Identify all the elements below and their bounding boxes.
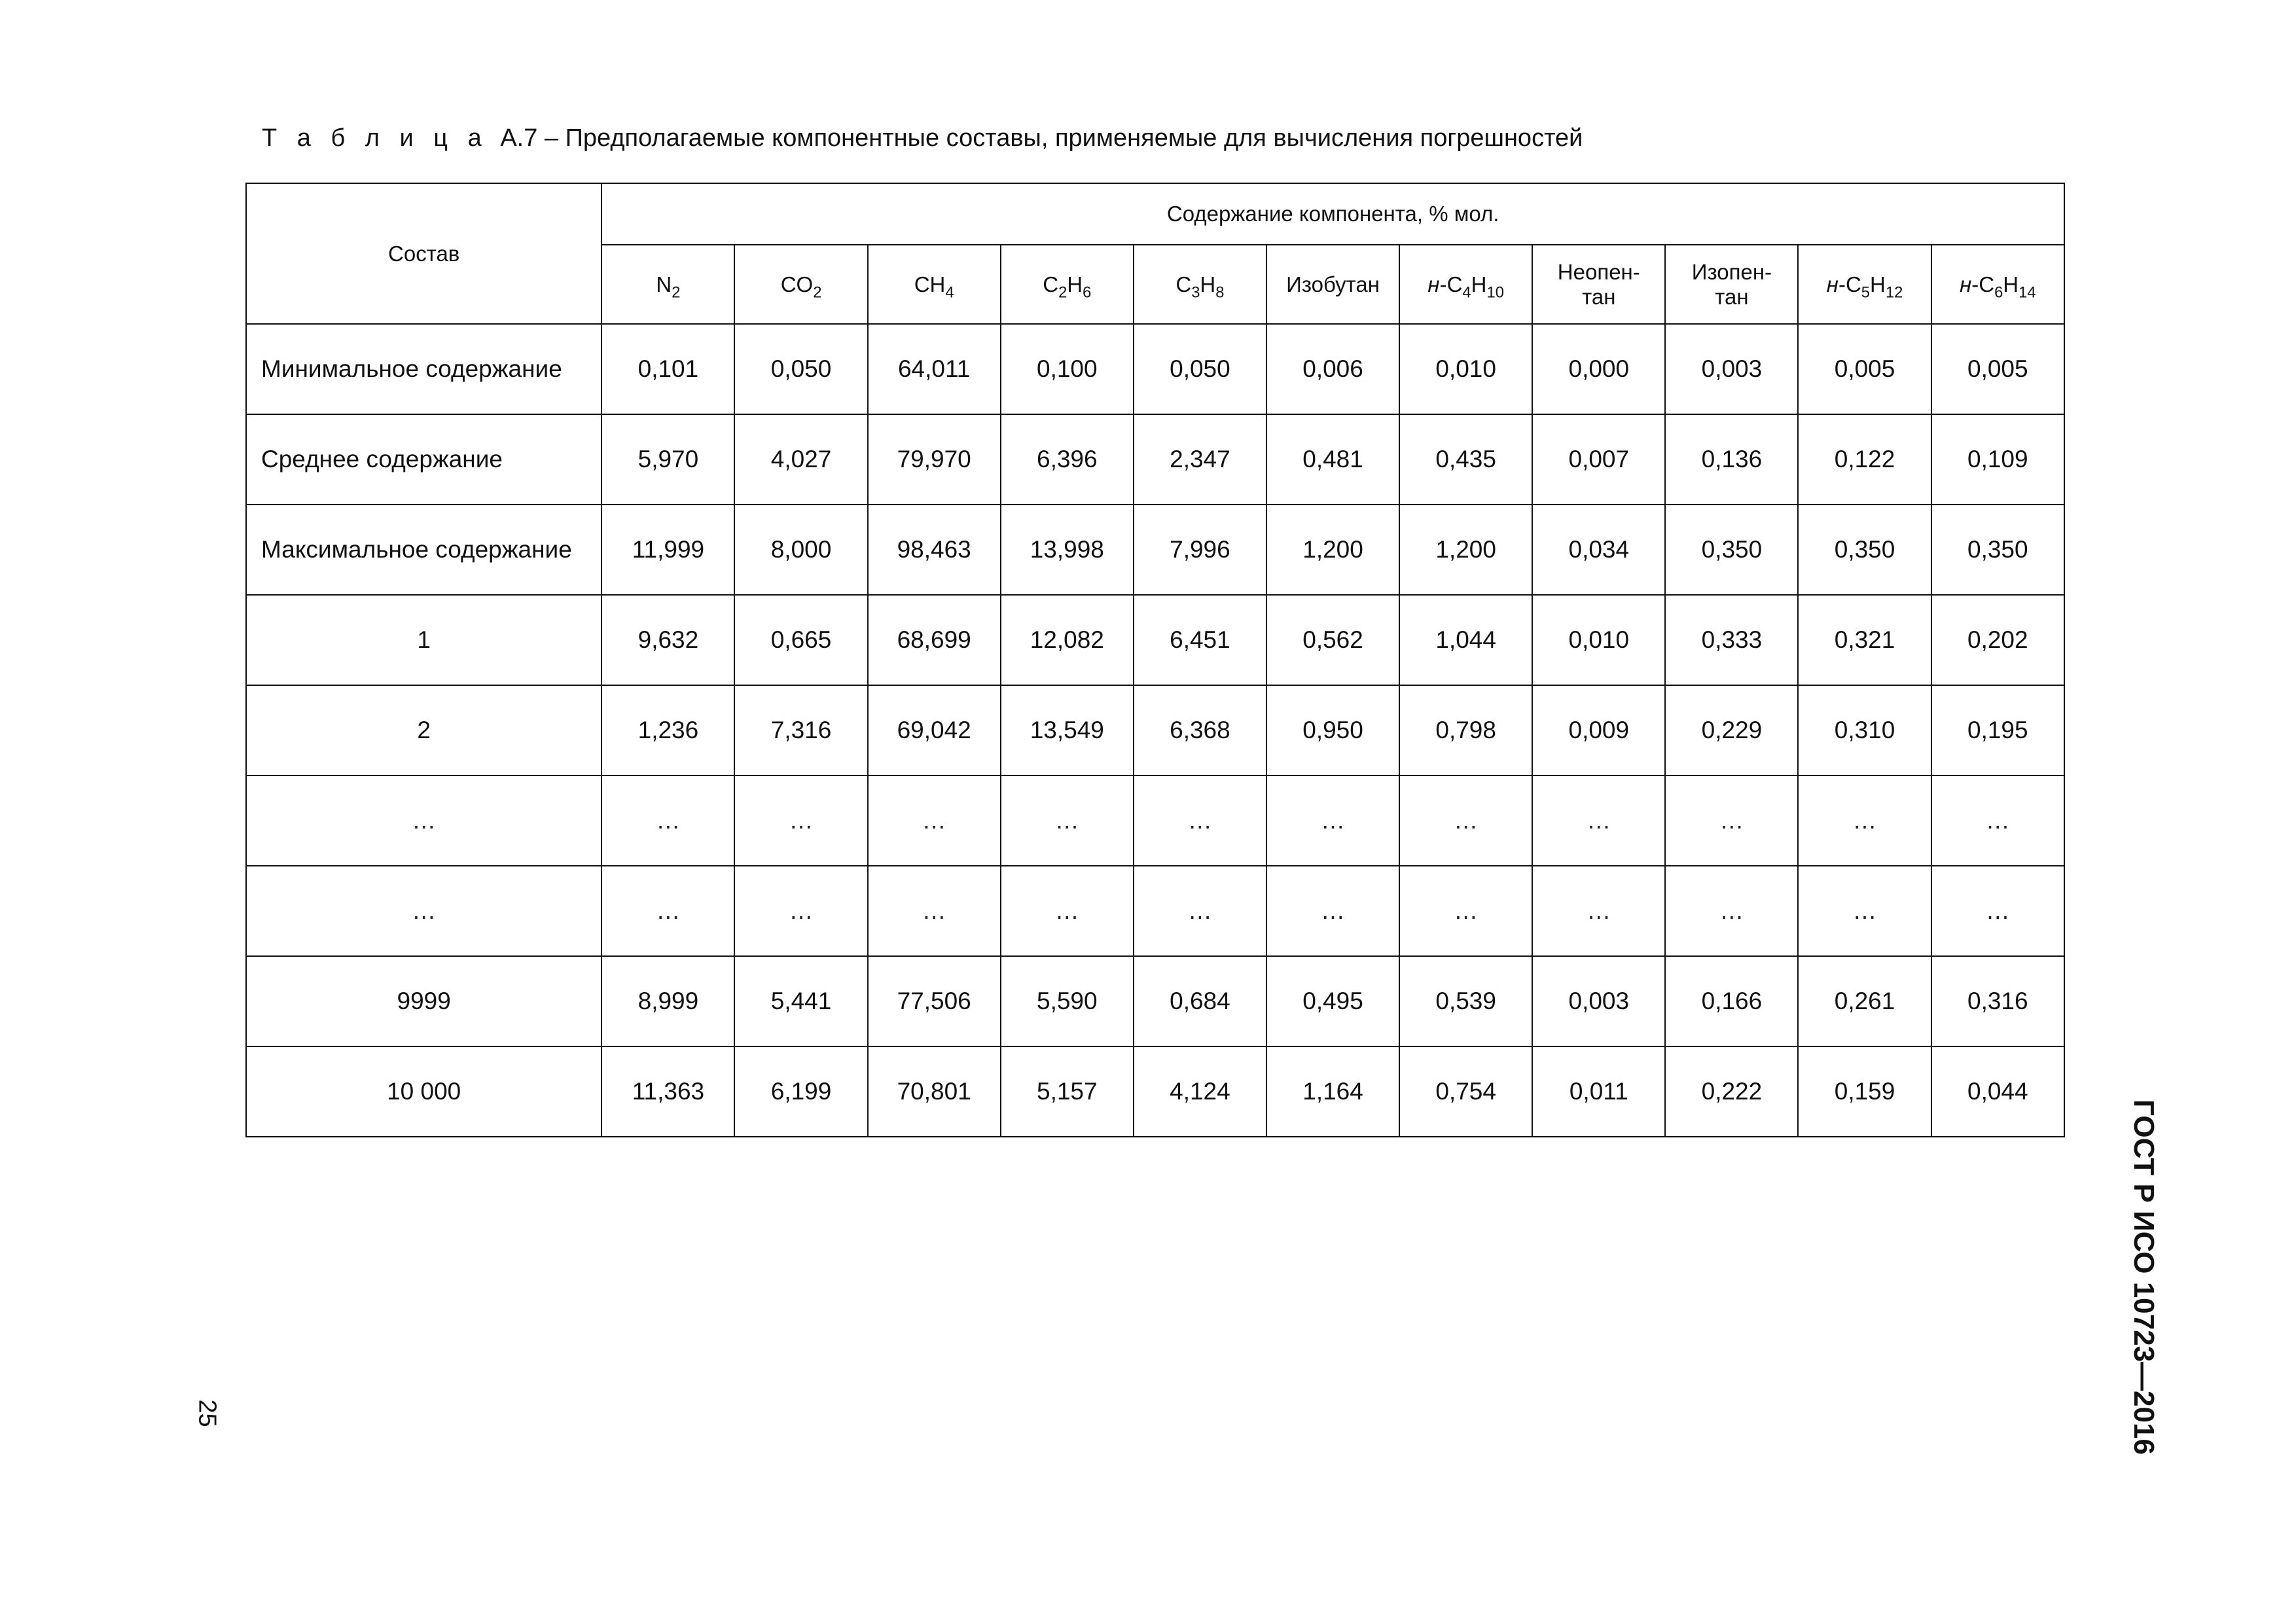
- table-cell: 0,101: [601, 324, 734, 414]
- table-cell: 1,044: [1399, 595, 1532, 685]
- page-number: 25: [193, 1399, 221, 1427]
- table-cell: …: [1001, 776, 1134, 866]
- column-header-main: CO: [780, 272, 814, 296]
- table-cell: …: [734, 866, 867, 956]
- table-cell: 0,481: [1266, 414, 1399, 505]
- table-cell: 64,011: [868, 324, 1001, 414]
- table-cell: 0,009: [1532, 685, 1665, 776]
- table-cell: 0,159: [1798, 1046, 1931, 1137]
- table-row: [246, 595, 2064, 685]
- column-header-main: C: [1175, 272, 1192, 296]
- row-label: 2: [246, 685, 601, 776]
- table-cell: …: [601, 866, 734, 956]
- column-header-sub: 2: [672, 283, 681, 301]
- column-header-sub: 2: [813, 283, 822, 301]
- table-cell: 0,136: [1665, 414, 1798, 505]
- table-cell: 0,539: [1399, 956, 1532, 1046]
- group-header: Содержание компонента, % мол.: [601, 183, 2064, 245]
- column-header-sub: 6: [1994, 283, 2003, 301]
- table-cell: 8,999: [601, 956, 734, 1046]
- column-header-main2: H: [1200, 272, 1216, 296]
- table-row: [246, 776, 2064, 866]
- corner-header: Состав: [246, 183, 601, 324]
- table-cell: 1,200: [1399, 505, 1532, 595]
- table-cell: …: [1001, 866, 1134, 956]
- table-cell: …: [1665, 866, 1798, 956]
- column-header-main: -C: [1971, 272, 1995, 296]
- column-header: [868, 245, 1001, 324]
- table-cell: 0,010: [1399, 324, 1532, 414]
- row-label: 10 000: [246, 1046, 601, 1137]
- table-cell: …: [868, 776, 1001, 866]
- table-cell: …: [1798, 776, 1931, 866]
- column-header-main: Неопен-: [1557, 259, 1640, 284]
- table-cell: 0,005: [1931, 324, 2064, 414]
- column-header-main: N: [656, 272, 672, 296]
- column-header-main: Изобутан: [1286, 272, 1380, 296]
- column-header-sub: 2: [1058, 283, 1067, 301]
- table-cell: 1,236: [601, 685, 734, 776]
- column-header: [1798, 245, 1931, 324]
- table-cell: 6,199: [734, 1046, 867, 1137]
- table-cell: …: [1134, 866, 1266, 956]
- table-cell: 4,124: [1134, 1046, 1266, 1137]
- column-header-line2: тан: [1715, 284, 1749, 309]
- table-cell: 4,027: [734, 414, 867, 505]
- table-row: [246, 685, 2064, 776]
- table-cell: 0,684: [1134, 956, 1266, 1046]
- column-header-main2: H: [1870, 272, 1886, 296]
- table-cell: …: [601, 776, 734, 866]
- table-row: [246, 505, 2064, 595]
- table-cell: 7,996: [1134, 505, 1266, 595]
- column-header-sub: 4: [1462, 283, 1471, 301]
- caption-label: Т а б л и ц а: [262, 124, 488, 152]
- table-cell: 0,798: [1399, 685, 1532, 776]
- table-cell: 0,050: [1134, 324, 1266, 414]
- table-cell: 77,506: [868, 956, 1001, 1046]
- column-header: [1266, 245, 1399, 324]
- table-cell: 0,006: [1266, 324, 1399, 414]
- caption-text: А.7 – Предполагаемые компонентные составы, применяемые для вычисления погрешностей: [500, 124, 1583, 152]
- column-header-line2: тан: [1582, 284, 1616, 309]
- table-cell: 7,316: [734, 685, 867, 776]
- table-row: [246, 1046, 2064, 1137]
- table-row: [246, 324, 2064, 414]
- table-cell: 11,363: [601, 1046, 734, 1137]
- table-cell: 0,034: [1532, 505, 1665, 595]
- table-cell: 6,368: [1134, 685, 1266, 776]
- table-cell: …: [1532, 866, 1665, 956]
- table-cell: 0,122: [1798, 414, 1931, 505]
- column-header-main: CH: [914, 272, 946, 296]
- column-header: [1399, 245, 1532, 324]
- table-cell: 0,261: [1798, 956, 1931, 1046]
- column-header-main2: H: [2003, 272, 2019, 296]
- table-cell: …: [734, 776, 867, 866]
- table-row: [246, 866, 2064, 956]
- table-cell: 5,157: [1001, 1046, 1134, 1137]
- table-cell: …: [1399, 866, 1532, 956]
- table-cell: 0,109: [1931, 414, 2064, 505]
- table-cell: 0,562: [1266, 595, 1399, 685]
- column-header-sub2: 8: [1215, 283, 1225, 301]
- row-label: 1: [246, 595, 601, 685]
- column-header: [1931, 245, 2064, 324]
- row-label: …: [246, 776, 601, 866]
- table-cell: 6,451: [1134, 595, 1266, 685]
- table-cell: 0,950: [1266, 685, 1399, 776]
- table-cell: 0,195: [1931, 685, 2064, 776]
- table-cell: 5,970: [601, 414, 734, 505]
- table-cell: 68,699: [868, 595, 1001, 685]
- table-cell: 98,463: [868, 505, 1001, 595]
- column-header: [734, 245, 867, 324]
- column-header-sub: 4: [945, 283, 954, 301]
- table-cell: …: [1134, 776, 1266, 866]
- table-cell: 0,011: [1532, 1046, 1665, 1137]
- column-header-sub2: 12: [1885, 283, 1903, 301]
- table-cell: 0,754: [1399, 1046, 1532, 1137]
- table-cell: 0,050: [734, 324, 867, 414]
- column-header-main: -C: [1838, 272, 1861, 296]
- column-header-main: Изопен-: [1691, 259, 1772, 284]
- table-cell: …: [1798, 866, 1931, 956]
- column-header: [601, 245, 734, 324]
- table-cell: 79,970: [868, 414, 1001, 505]
- table-cell: 0,665: [734, 595, 867, 685]
- table-cell: 0,044: [1931, 1046, 2064, 1137]
- table-cell: …: [1266, 866, 1399, 956]
- table-cell: 0,000: [1532, 324, 1665, 414]
- table-cell: 0,316: [1931, 956, 2064, 1046]
- column-header-prefix: н: [1826, 272, 1839, 296]
- header-row-group: [246, 183, 2064, 245]
- column-header-main: -C: [1439, 272, 1463, 296]
- table-cell: 0,003: [1665, 324, 1798, 414]
- table-cell: …: [868, 866, 1001, 956]
- table-cell: 0,495: [1266, 956, 1399, 1046]
- table-cell: 0,166: [1665, 956, 1798, 1046]
- table-cell: 1,164: [1266, 1046, 1399, 1137]
- row-label: Минимальное содержание: [246, 324, 601, 414]
- table-cell: 0,350: [1798, 505, 1931, 595]
- row-label: Среднее содержание: [246, 414, 601, 505]
- column-header-sub2: 14: [2018, 283, 2036, 301]
- table-cell: …: [1266, 776, 1399, 866]
- table-cell: 9,632: [601, 595, 734, 685]
- table-cell: 0,435: [1399, 414, 1532, 505]
- column-header: [1134, 245, 1266, 324]
- table-cell: 70,801: [868, 1046, 1001, 1137]
- table-cell: 0,310: [1798, 685, 1931, 776]
- table-cell: 0,333: [1665, 595, 1798, 685]
- table-cell: 2,347: [1134, 414, 1266, 505]
- column-header-main: C: [1043, 272, 1059, 296]
- table-cell: 0,350: [1931, 505, 2064, 595]
- table-cell: 0,229: [1665, 685, 1798, 776]
- document-code: ГОСТ Р ИСО 10723—2016: [2128, 1099, 2160, 1455]
- table-cell: …: [1665, 776, 1798, 866]
- table-cell: 13,998: [1001, 505, 1134, 595]
- table-cell: 5,441: [734, 956, 867, 1046]
- column-header: [1001, 245, 1134, 324]
- table-cell: 0,202: [1931, 595, 2064, 685]
- table-cell: 0,100: [1001, 324, 1134, 414]
- table-cell: …: [1532, 776, 1665, 866]
- table-cell: 69,042: [868, 685, 1001, 776]
- table-cell: 8,000: [734, 505, 867, 595]
- table-cell: …: [1399, 776, 1532, 866]
- row-label: 9999: [246, 956, 601, 1046]
- column-header-main2: H: [1067, 272, 1083, 296]
- column-header-sub: 5: [1861, 283, 1871, 301]
- table-cell: 13,549: [1001, 685, 1134, 776]
- table-cell: 12,082: [1001, 595, 1134, 685]
- table-cell: …: [1931, 776, 2064, 866]
- table-cell: 0,003: [1532, 956, 1665, 1046]
- table-cell: 0,350: [1665, 505, 1798, 595]
- column-header-sub2: 6: [1083, 283, 1092, 301]
- column-header-sub2: 10: [1486, 283, 1504, 301]
- column-header-prefix: н: [1960, 272, 1972, 296]
- table-row: [246, 414, 2064, 505]
- table-cell: 1,200: [1266, 505, 1399, 595]
- column-header-prefix: н: [1427, 272, 1440, 296]
- composition-table: [245, 183, 2065, 1137]
- table-cell: 6,396: [1001, 414, 1134, 505]
- table-cell: 0,007: [1532, 414, 1665, 505]
- table-cell: 5,590: [1001, 956, 1134, 1046]
- table-cell: 0,005: [1798, 324, 1931, 414]
- table-cell: 0,222: [1665, 1046, 1798, 1137]
- column-header-sub: 3: [1191, 283, 1200, 301]
- table-cell: 0,321: [1798, 595, 1931, 685]
- table-cell: 11,999: [601, 505, 734, 595]
- column-header-main2: H: [1471, 272, 1487, 296]
- table-cell: 0,010: [1532, 595, 1665, 685]
- table-row: [246, 956, 2064, 1046]
- column-header: [1532, 245, 1665, 324]
- table-caption: [262, 124, 1583, 152]
- row-label: …: [246, 866, 601, 956]
- table-cell: …: [1931, 866, 2064, 956]
- row-label: Максимальное содержание: [246, 505, 601, 595]
- column-header: [1665, 245, 1798, 324]
